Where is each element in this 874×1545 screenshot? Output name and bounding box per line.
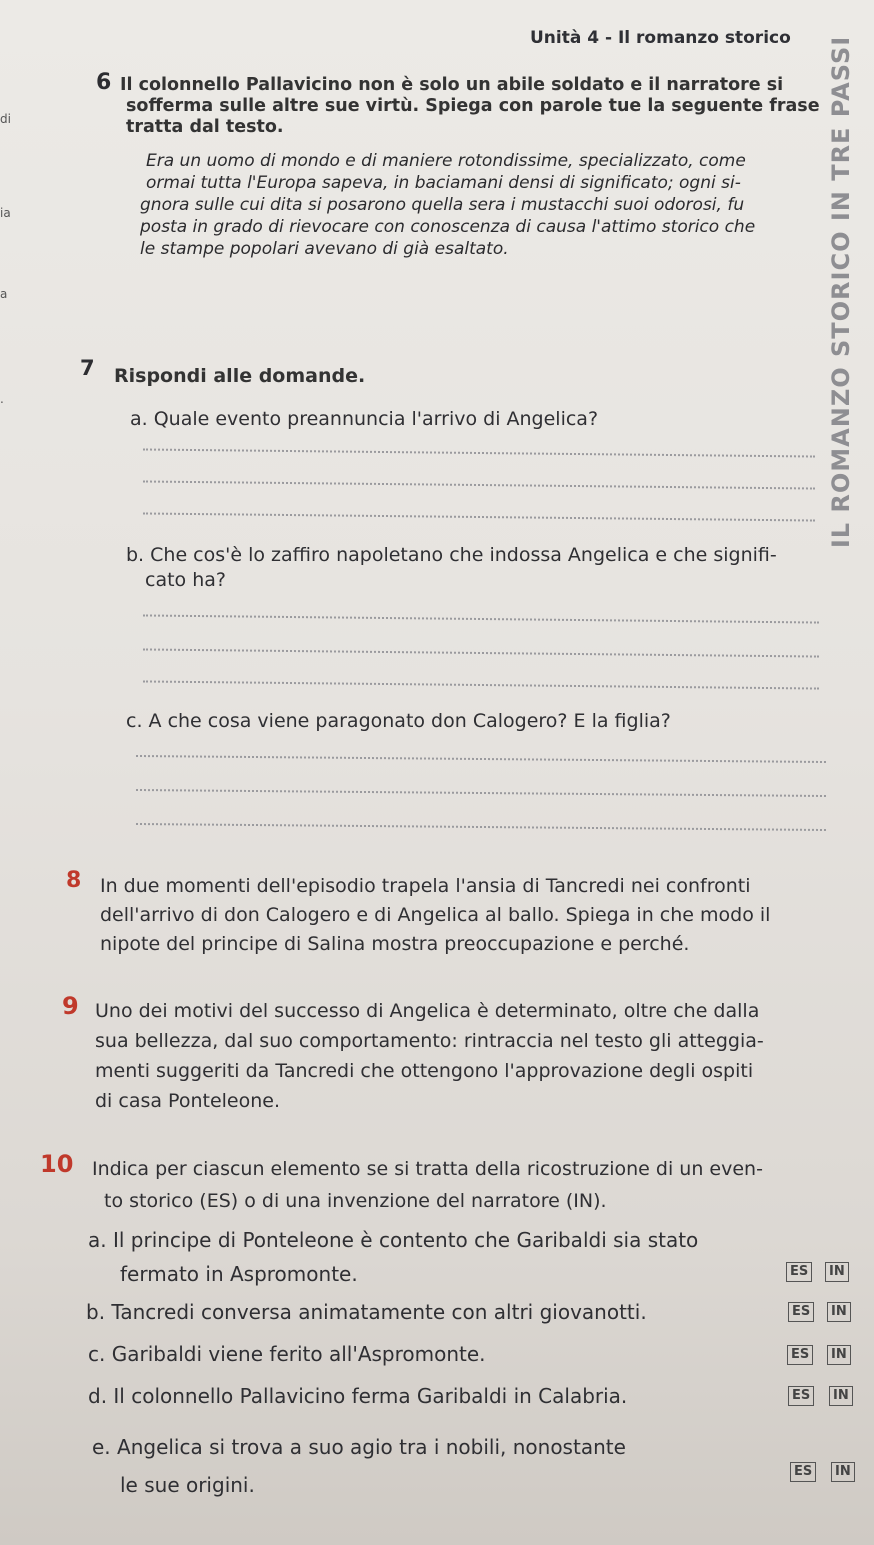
margin-fragment: di [0,112,11,126]
question-8-text [100,872,770,959]
question-8-line: dell'arrivo di don Calogero e di Angelica al ballo. Spiega in che modo il [100,904,771,926]
question-6-quote [140,150,820,260]
answer-line[interactable] [143,480,815,489]
answer-line[interactable] [143,448,815,457]
item-e-line: le sue origini. [120,1473,255,1497]
question-10-item-a [88,1223,698,1291]
question-6-line: tratta dal testo. [126,117,284,137]
question-10-number: 10 [40,1150,74,1178]
question-7b [126,543,777,593]
question-8-line: nipote del principe di Salina mostra preoccupazione e perché. [100,933,690,955]
question-7b-line: b. Che cos'è lo zaffiro napoletano che indossa Angelica e che signifi- [126,544,777,566]
question-10-text [92,1153,763,1217]
item-a-line: fermato in Aspromonte. [120,1262,358,1286]
option-in-a[interactable]: IN [825,1262,849,1282]
option-es-e[interactable]: ES [790,1462,816,1482]
margin-fragment: ia [0,206,11,220]
option-in-c[interactable]: IN [827,1345,851,1365]
option-in-e[interactable]: IN [831,1462,855,1482]
question-10-item-e [92,1428,626,1504]
question-7b-line: cato ha? [145,569,226,591]
answer-line[interactable] [143,648,819,657]
question-7a: a. Quale evento preannuncia l'arrivo di Angelica? [130,408,599,430]
answer-line[interactable] [143,680,819,689]
question-9-number: 9 [62,992,79,1020]
side-tab [818,35,864,549]
question-9-text [95,996,764,1116]
answer-line[interactable] [136,823,826,831]
answer-line[interactable] [143,512,815,521]
margin-fragment: . [0,392,4,406]
question-6-text [120,75,820,138]
question-6-line: sofferma sulle altre sue virtù. Spiega con parole tue la seguente frase [126,96,820,116]
question-7c: c. A che cosa viene paragonato don Calogero? E la figlia? [126,710,671,732]
question-10-line: to storico (ES) o di una invenzione del narratore (IN). [104,1190,607,1212]
item-a-line: a. Il principe di Ponteleone è contento che Garibaldi sia stato [88,1228,699,1252]
quote-line: gnora sulle cui dita si posarono quella sera i mustacchi suoi odorosi, fu [140,195,745,215]
quote-line: ormai tutta l'Europa sapeva, in baciamani densi di significato; ogni si- [146,173,741,193]
quote-line: le stampe popolari avevano di già esaltato. [140,239,509,259]
question-7-title: Rispondi alle domande. [114,365,366,387]
question-10-item-b: b. Tancredi conversa animatamente con altri giovanotti. [86,1300,647,1324]
quote-line: posta in grado di rievocare con conoscenza di causa l'attimo storico che [140,217,756,237]
question-9-line: Uno dei motivi del successo di Angelica è determinato, oltre che dalla [95,1000,760,1022]
question-10-item-c: c. Garibaldi viene ferito all'Aspromonte. [88,1342,486,1366]
question-8-line: In due momenti dell'episodio trapela l'ansia di Tancredi nei confronti [100,875,751,897]
item-e-line: e. Angelica si trova a suo agio tra i nobili, nonostante [92,1435,626,1459]
side-tab-label: IL ROMANZO STORICO IN TRE PASSI [827,35,855,549]
option-es-c[interactable]: ES [787,1345,813,1365]
question-9-line: di casa Ponteleone. [95,1090,280,1112]
answer-line[interactable] [136,789,826,797]
option-es-a[interactable]: ES [786,1262,812,1282]
question-10-item-d: d. Il colonnello Pallavicino ferma Garibaldi in Calabria. [88,1384,628,1408]
option-in-b[interactable]: IN [827,1302,851,1322]
question-9-line: menti suggeriti da Tancredi che ottengono l'approvazione degli ospiti [95,1060,754,1082]
answer-line[interactable] [143,614,819,623]
margin-fragment: a [0,287,8,301]
answer-line[interactable] [136,755,826,763]
question-6-number: 6 [96,70,112,95]
question-6-line: Il colonnello Pallavicino non è solo un abile soldato e il narratore si [120,75,784,95]
question-10-line: Indica per ciascun elemento se si tratta della ricostruzione di un even- [92,1158,763,1180]
page-header: Unità 4 - Il romanzo storico [530,28,791,48]
question-9-line: sua bellezza, dal suo comportamento: rintraccia nel testo gli atteggia- [95,1030,764,1052]
question-8-number: 8 [66,868,82,893]
option-in-d[interactable]: IN [829,1386,853,1406]
option-es-b[interactable]: ES [788,1302,814,1322]
quote-line: Era un uomo di mondo e di maniere rotondissime, specializzato, come [146,151,746,171]
option-es-d[interactable]: ES [788,1386,814,1406]
question-7-number: 7 [80,356,95,380]
